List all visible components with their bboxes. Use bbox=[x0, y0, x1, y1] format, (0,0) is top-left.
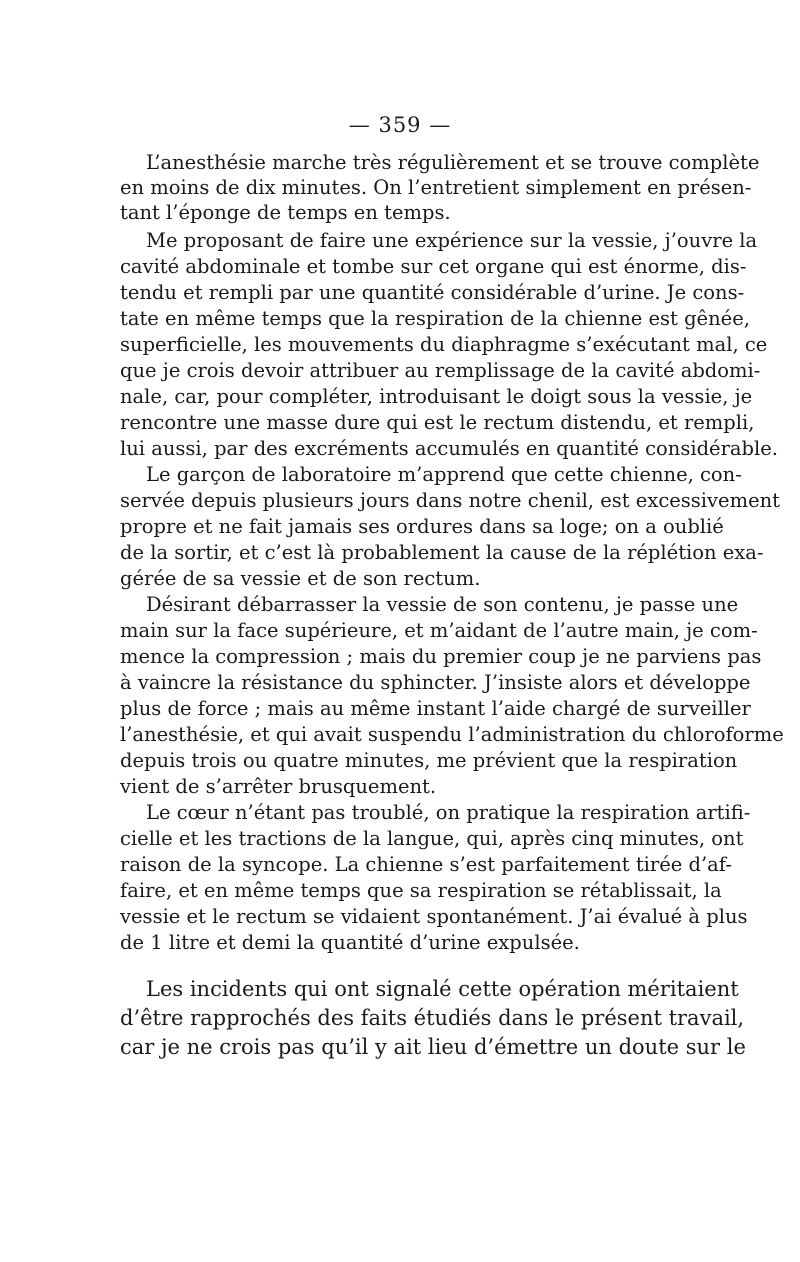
text-line: tant l’éponge de temps en temps. bbox=[120, 201, 451, 224]
text-line: d’être rapprochés des faits étudiés dans le présent travail, bbox=[120, 1006, 745, 1030]
text-line: car je ne crois pas qu’il y ait lieu d’émettre un doute sur le bbox=[120, 1035, 746, 1059]
page-number: — 359 — bbox=[348, 113, 452, 137]
text-line: Les incidents qui ont signalé cette opération méritaient bbox=[146, 977, 739, 1001]
text-line: raison de la syncope. La chienne s’est parfaitement tirée d’af- bbox=[120, 853, 732, 876]
text-line: depuis trois ou quatre minutes, me prévient que la respiration bbox=[120, 749, 738, 772]
text-line: tate en même temps que la respiration de la chienne est gênée, bbox=[120, 307, 750, 330]
text-line: L’anesthésie marche très régulièrement et se trouve complète bbox=[146, 151, 760, 174]
text-line: vient de s’arrêter brusquement. bbox=[120, 775, 437, 798]
text-line: cavité abdominale et tombe sur cet organe qui est énorme, dis- bbox=[120, 255, 747, 278]
text-line: propre et ne fait jamais ses ordures dans sa loge; on a oublié bbox=[120, 515, 724, 538]
text-line: rencontre une masse dure qui est le rectum distendu, et rempli, bbox=[120, 411, 755, 434]
text-line: cielle et les tractions de la langue, qui, après cinq minutes, ont bbox=[120, 827, 744, 850]
text-line: gérée de sa vessie et de son rectum. bbox=[120, 567, 481, 590]
text-line: en moins de dix minutes. On l’entretient simplement en présen- bbox=[120, 176, 752, 199]
text-line: Désirant débarrasser la vessie de son contenu, je passe une bbox=[146, 593, 739, 616]
text-line: l’anesthésie, et qui avait suspendu l’administration du chloroforme bbox=[120, 723, 784, 746]
text-line: servée depuis plusieurs jours dans notre chenil, est excessivement bbox=[120, 489, 781, 512]
text-line: nale, car, pour compléter, introduisant le doigt sous la vessie, je bbox=[120, 385, 753, 408]
text-line: mence la compression ; mais du premier coup je ne parviens pas bbox=[120, 645, 762, 668]
text-line: faire, et en même temps que sa respiration se rétablissait, la bbox=[120, 879, 722, 902]
text-line: lui aussi, par des excréments accumulés en quantité considérable. bbox=[120, 437, 778, 460]
text-line: Me proposant de faire une expérience sur la vessie, j’ouvre la bbox=[146, 229, 758, 252]
text-line: que je crois devoir attribuer au remplissage de la cavité abdomi- bbox=[120, 359, 761, 382]
text-line: plus de force ; mais au même instant l’aide chargé de surveiller bbox=[120, 697, 751, 720]
text-line: Le garçon de laboratoire m’apprend que cette chienne, con- bbox=[146, 463, 742, 486]
text-line: main sur la face supérieure, et m’aidant de l’autre main, je com- bbox=[120, 619, 758, 642]
text-line: à vaincre la résistance du sphincter. J’insiste alors et développe bbox=[120, 671, 751, 694]
text-line: superficielle, les mouvements du diaphragme s’exécutant mal, ce bbox=[120, 333, 768, 356]
text-line: vessie et le rectum se vidaient spontanément. J’ai évalué à plus bbox=[120, 905, 748, 928]
text-line: de la sortir, et c’est là probablement la cause de la réplétion exa- bbox=[120, 541, 764, 564]
text-line: tendu et rempli par une quantité considérable d’urine. Je cons- bbox=[120, 281, 745, 304]
text-line: de 1 litre et demi la quantité d’urine expulsée. bbox=[120, 931, 580, 954]
text-line: Le cœur n’étant pas troublé, on pratique la respiration artifi- bbox=[146, 801, 751, 824]
